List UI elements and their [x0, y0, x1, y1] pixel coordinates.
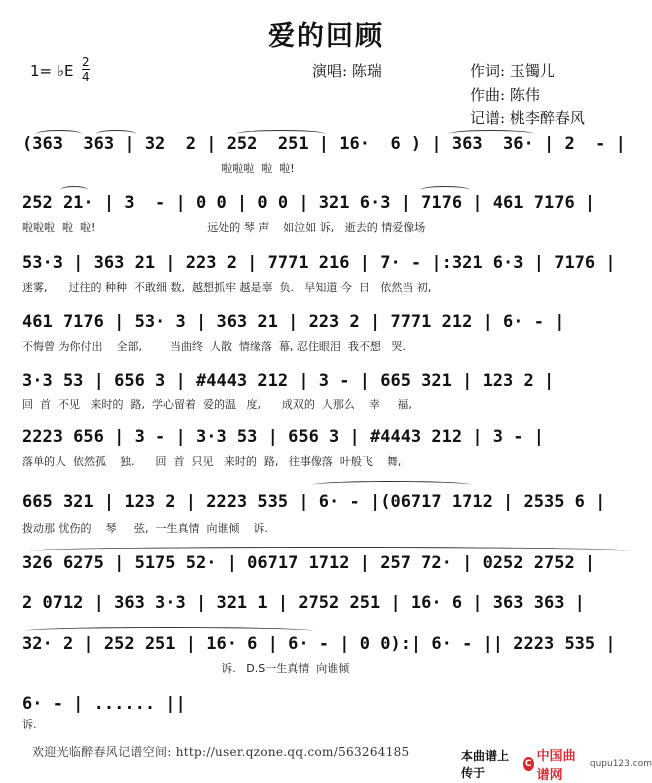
credit-lyricist: 作词: 玉镯儿	[470, 62, 555, 80]
footer-text: 欢迎光临醉春风记谱空间: http://user.qzone.qq.com/563264185	[32, 745, 410, 759]
score-line-2: 252 21· | 3 - | 0 0 | 0 0 | 321 6·3 | 7176 | 461 7176 |	[22, 193, 596, 213]
key-signature: 1= ♭E	[30, 62, 74, 80]
lyric-line-6: 落单的人 依然孤 独. 回 首 只见 来时的 路, 往事像落 叶般飞 舞,	[22, 455, 402, 468]
score-line-7: 665 321 | 123 2 | 2223 535 | 6· - |(06717 1712 | 2535 6 |	[22, 492, 606, 512]
time-signature	[82, 56, 90, 83]
time-signature-bottom: 4	[82, 70, 90, 84]
time-signature-top: 2	[82, 55, 90, 69]
lyric-line-7: 拨动那 忧伤的 琴 弦, 一生真情 向谁倾 诉.	[22, 522, 268, 535]
upload-label: 本曲谱上传于	[461, 749, 510, 780]
page-title: 爱的回顾	[268, 21, 384, 52]
slur-mark	[30, 547, 630, 555]
slur-mark	[96, 130, 136, 138]
slur-mark	[420, 186, 470, 194]
slur-mark	[36, 130, 82, 138]
site-logo-icon: C	[523, 757, 534, 771]
score-line-8: 326 6275 | 5175 52· | 06717 1712 | 257 72· | 0252 2752 |	[22, 553, 596, 573]
footer-upload	[461, 745, 652, 783]
site-logo-name[interactable]: 中国曲谱网	[536, 749, 576, 783]
score-line-6: 2223 656 | 3 - | 3·3 53 | 656 3 | #4443 212 | 3 - |	[22, 427, 544, 447]
credit-transcriber: 记谱: 桃李醉春风	[470, 109, 585, 127]
score-line-11: 6· - | ...... ||	[22, 694, 186, 714]
score-line-4: 461 7176 | 53· 3 | 363 21 | 223 2 | 7771 212 | 6· - |	[22, 312, 565, 332]
lyric-line-1: 啦啦啦 啦 啦!	[22, 162, 295, 175]
slur-mark	[24, 627, 314, 635]
credit-composer: 作曲: 陈伟	[470, 86, 540, 104]
lyric-line-10: 诉. D.S一生真情 向谁倾	[22, 662, 350, 675]
lyric-line-4: 不悔曾 为你付出 全部, 当曲终 人散 情缘落 幕, 忍住眼泪 我不想 哭.	[22, 340, 406, 353]
slur-mark	[60, 186, 88, 194]
score-line-1: (363 363 | 32 2 | 252 251 | 16· 6 ) | 363 36· | 2 - |	[22, 134, 626, 154]
lyric-line-2: 啦啦啦 啦 啦! 远处的 琴 声 如泣如 诉, 逝去的 情爱像场	[22, 221, 426, 234]
slur-mark	[312, 481, 472, 489]
site-logo-sub: qupu123.com	[589, 759, 652, 769]
score-line-3: 53·3 | 363 21 | 223 2 | 7771 216 | 7· - |:321 6·3 | 7176 |	[22, 253, 616, 273]
lyric-line-5: 回 首 不见 来时的 路, 学心留着 爱的温 度, 成双的 人那么 幸 福,	[22, 398, 412, 411]
credit-singer: 演唱: 陈瑞	[312, 62, 382, 80]
slur-mark	[448, 130, 534, 138]
slur-mark	[236, 130, 326, 138]
score-line-5: 3·3 53 | 656 3 | #4443 212 | 3 - | 665 321 | 123 2 |	[22, 371, 555, 391]
score-line-10: 32· 2 | 252 251 | 16· 6 | 6· - | 0 0):| 6· - || 2223 535 |	[22, 634, 616, 654]
lyric-line-3: 迷雾, 过往的 种种 不敢细 数, 越想抓牢 越是辜 负. 早知道 今 日 依然当 初,	[22, 281, 432, 294]
score-line-9: 2 0712 | 363 3·3 | 321 1 | 2752 251 | 16· 6 | 363 363 |	[22, 593, 585, 613]
lyric-line-11: 诉.	[22, 718, 37, 731]
